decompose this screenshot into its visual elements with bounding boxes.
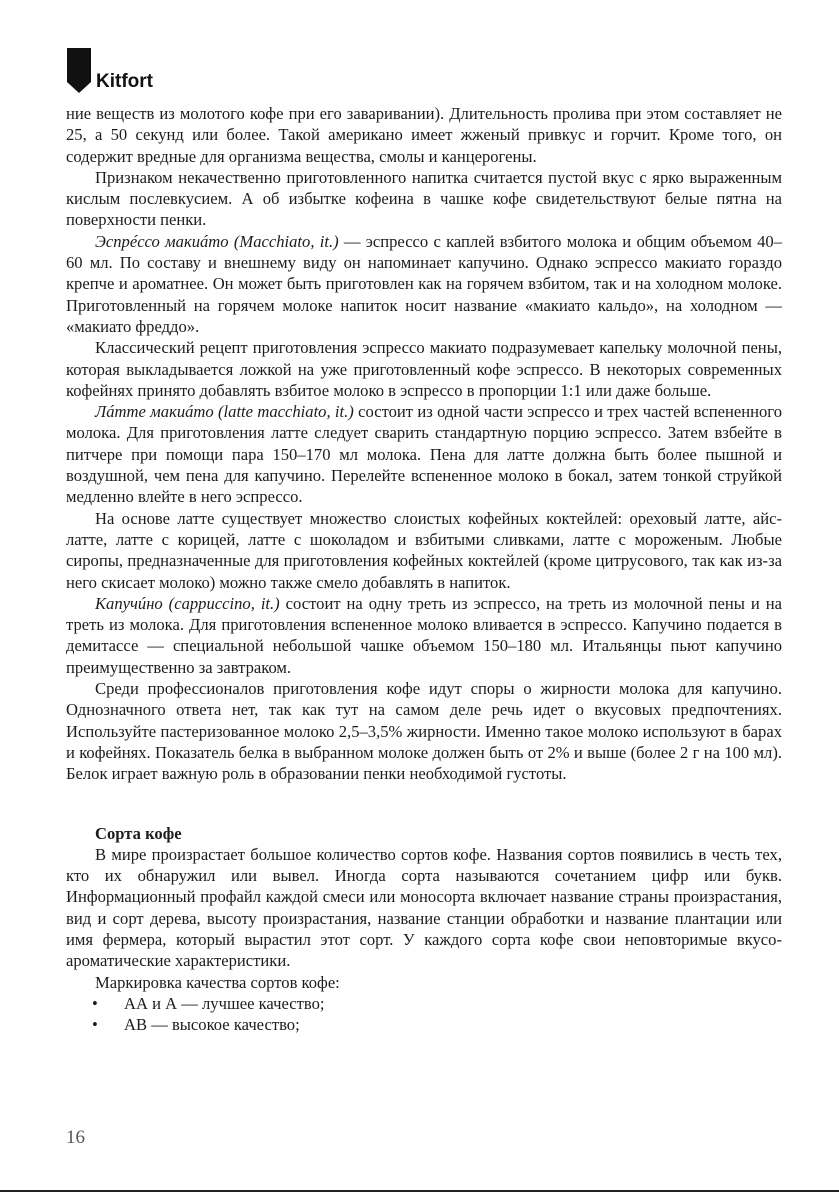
paragraph-2: Признаком некачественно приготовленного напитка считается пустой вкус с ярко выраженным кислым послевкусием. А об избытке кофеина в чашке кофе свидетельствуют белые пятна на поверхности пенки. [66,167,782,230]
list-item [66,993,782,1014]
term-macchiato: Эспрéссо макиáто (Macchiato, it.) [95,231,339,251]
paragraph-cappuccino-text: состоит на одну треть из эспрессо, на треть из молочной пены и на треть из молока. Для приготовления вспененное молоко вливается в эспрессо. Капучино подается в демитассе — специальной небольшой чашке объемом 150–180 мл. Итальянцы пьют капучино преимущественно за завтраком. [66,593,782,677]
bullet-icon: • [92,993,98,1013]
kitfort-logo-icon [64,46,94,94]
paragraph-4: Классический рецепт приготовления эспрессо макиато подразумевает капельку молочной пены, которая выкладывается ложкой на уже приготовленный кофе эспрессо. В некоторых современных кофейнях принято добавлять взбитое молоко в эспрессо в пропорции 1:1 или даже больше. [66,338,782,400]
bottom-rule [0,1190,839,1192]
paragraph-latte-macchiato-text: состоит из одной части эспрессо и трех частей вспененного молока. Для приготовления латте следует сварить стандартную порцию эспрессо. Затем взбейте в питчере при помощи пара 150–170 мл молока. Пена для латте должна быть более пышной и воздушной, чем пена для капучино. Перелейте вспененное молоко в бокал, затем тонкой струйкой медленно влейте в него эспрессо. [66,402,782,507]
brand-name: Kitfort [96,71,153,92]
paragraph-1: ние веществ из молотого кофе при его заваривании). Длительность пролива при этом составляет не 25, а 50 секунд или более. Такой американо имеет жженый привкус и горчит. Кроме того, он содержит вредные для организма вещества, смолы и канцерогены. [66,104,782,166]
list-item-text: АВ — высокое качество; [124,1015,300,1035]
paragraph-cappuccino [66,593,782,678]
list-item-text: АА и А — лучшее качество; [124,993,325,1013]
quality-list [66,993,782,1036]
section-paragraph-2: Маркировка качества сортов кофе: [95,972,340,992]
document-body [66,103,782,1035]
section-paragraph-1: В мире произрастает большое количество сортов кофе. Названия сортов появились в честь тех, кто их обнаружил или вывел. Иногда сорта называются сочетанием цифр или букв. Информационный профайл каждой смеси или моносорта включает название страны произрастания, вид и сорт дерева, высоту произрастания, название станции обработки и название плантации или имя фермера, который вырастил этот сорт. У каждого сорта кофе свои неповторимые вкусо-ароматические характеристики. [66,844,782,971]
term-latte-macchiato: Лáтте макиáто (latte macchiato, it.) [95,402,354,422]
paragraph-macchiato-text: — эспрессо с каплей взбитого молока и общим объемом 40–60 мл. По составу и внешнему виду он напоминает капучино. Однако эспрессо макиато гораздо крепче и ароматнее. Он может быть приготовлен как на горячем взбитом, так и на холодном молоке. Приготовленный на горячем молоке напиток носит название «макиато кальдо», на холодном — «макиато фреддо». [66,231,782,336]
page-number: 16 [66,1127,85,1148]
list-item [66,1014,782,1035]
paragraph-8: Среди профессионалов приготовления кофе идут споры о жирности молока для капучино. Однозначного ответа нет, так как тут на самом деле речь идет о вкусовых предпочтениях. Используйте пастеризованное молоко 2,5–3,5% жирности. Именно такое молоко используют в барах и кофейнях. Показатель белка в выбранном молоке должен быть от 2% и выше (более 2 г на 100 мл). Белок играет важную роль в образовании пенки необходимой густоты. [66,679,782,784]
kitfort-logo [64,46,153,94]
paragraph-latte-macchiato [66,401,782,507]
paragraph-macchiato [66,231,782,337]
bullet-icon: • [92,1015,98,1035]
paragraph-6: На основе латте существует множество слоистых кофейных коктейлей: ореховый латте, айс-латте, латте с корицей, латте с шоколадом и взбитыми сливками, латте с мороженым. Любые сиропы, предназначенные для приготовления кофейных коктейлей (кроме цитрусового, так как из-за него скисает молоко) можно также смело добавлять в напиток. [66,508,782,592]
term-cappuccino: Капучúно (cappuccino, it.) [95,593,280,613]
section-heading: Сорта кофе [95,823,182,843]
